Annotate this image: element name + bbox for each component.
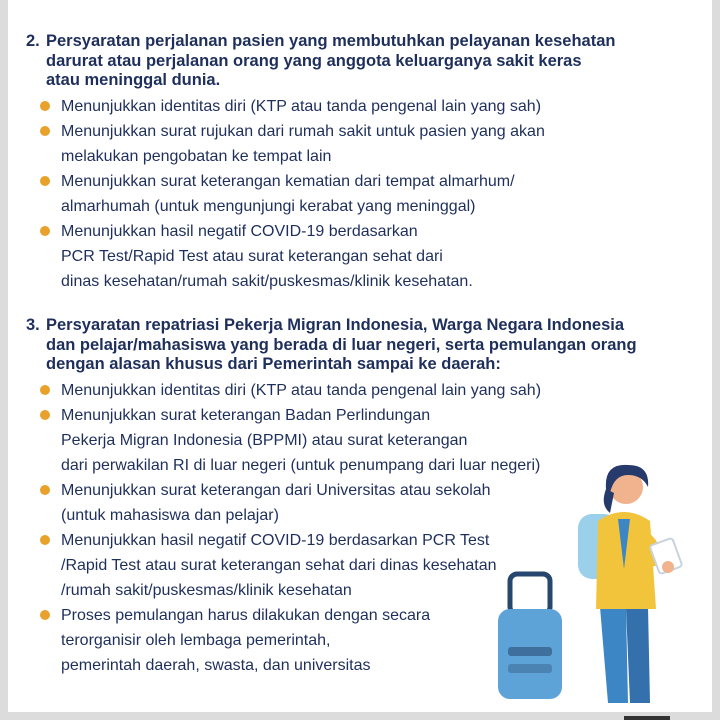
list-item [26,169,706,219]
bullet-dot-icon [40,176,50,186]
list-item [26,94,706,119]
list-item-line: pemerintah daerah, swasta, dan universitas [61,656,371,674]
list-item-line: almarhumah (untuk mengunjungi kerabat yang meninggal) [61,197,476,215]
section-2-number: 2. [26,32,40,50]
hair-side [604,489,614,513]
bullet-dot-icon [40,101,50,111]
list-item-line: (untuk mahasiswa dan pelajar) [61,506,279,524]
list-item-line: dinas kesehatan/rumah sakit/puskesmas/klinik kesehatan. [61,272,473,290]
bullet-dot-icon [40,385,50,395]
list-item-line: Menunjukkan hasil negatif COVID-19 berdasarkan [61,222,418,240]
section-2-list [26,94,706,294]
list-item-line: Menunjukkan identitas diri (KTP atau tanda pengenal lain yang sah) [61,97,542,115]
bullet-dot-icon [40,126,50,136]
bullet-dot-icon [40,610,50,620]
section-3-title-line: dan pelajar/mahasiswa yang berada di luar negeri, serta pemulangan orang [46,335,637,354]
section-3-number: 3. [26,316,40,334]
list-item [26,378,706,403]
list-item-line: Pekerja Migran Indonesia (BPPMI) atau surat keterangan [61,431,468,449]
list-item-line: Menunjukkan identitas diri (KTP atau tanda pengenal lain yang sah) [61,381,542,399]
bullet-dot-icon [40,485,50,495]
list-item-line: /rumah sakit/puskesmas/klinik kesehatan [61,581,352,599]
list-item-line: dari perwakilan RI di luar negeri (untuk penumpang dari luar negeri) [61,456,541,474]
section-2-title-line: atau meninggal dunia. [46,71,221,89]
section-3-title [26,316,706,375]
suitcase-icon [498,574,562,699]
list-item-line: terorganisir oleh lembaga pemerintah, [61,631,331,649]
section-2-title-line: darurat atau perjalanan orang yang anggota keluarganya sakit keras [46,51,582,70]
footer-bar [624,716,670,720]
hand [662,561,674,573]
section-2-title [26,32,706,91]
trouser-left [600,607,628,703]
bullet-dot-icon [40,226,50,236]
list-item-line: Proses pemulangan harus dilakukan dengan secara [61,606,431,624]
list-item-line: Menunjukkan surat keterangan dari Universitas atau sekolah [61,481,491,499]
info-card [8,0,712,712]
trouser-right [626,607,650,703]
traveler-illustration [492,459,702,704]
section-2-title-line: Persyaratan perjalanan pasien yang membutuhkan pelayanan kesehatan [46,32,616,50]
section-3-title-line: Persyaratan repatriasi Pekerja Migran Indonesia, Warga Negara Indonesia [46,316,625,334]
list-item-line: Menunjukkan surat rujukan dari rumah sakit untuk pasien yang akan [61,122,545,140]
section-2 [26,32,706,294]
list-item-line: /Rapid Test atau surat keterangan sehat dari dinas kesehatan [61,556,497,574]
section-3-title-line: dengan alasan khusus dari Pemerintah sampai ke daerah: [46,355,501,373]
list-item-line: melakukan pengobatan ke tempat lain [61,147,332,165]
bullet-dot-icon [40,410,50,420]
list-item-line: Menunjukkan surat keterangan kematian dari tempat almarhum/ [61,172,515,190]
list-item [26,119,706,169]
list-item-line: Menunjukkan surat keterangan Badan Perlindungan [61,406,431,424]
list-item-line: Menunjukkan hasil negatif COVID-19 berdasarkan PCR Test [61,531,490,549]
list-item-line: PCR Test/Rapid Test atau surat keterangan sehat dari [61,247,443,265]
bullet-dot-icon [40,535,50,545]
list-item [26,219,706,294]
